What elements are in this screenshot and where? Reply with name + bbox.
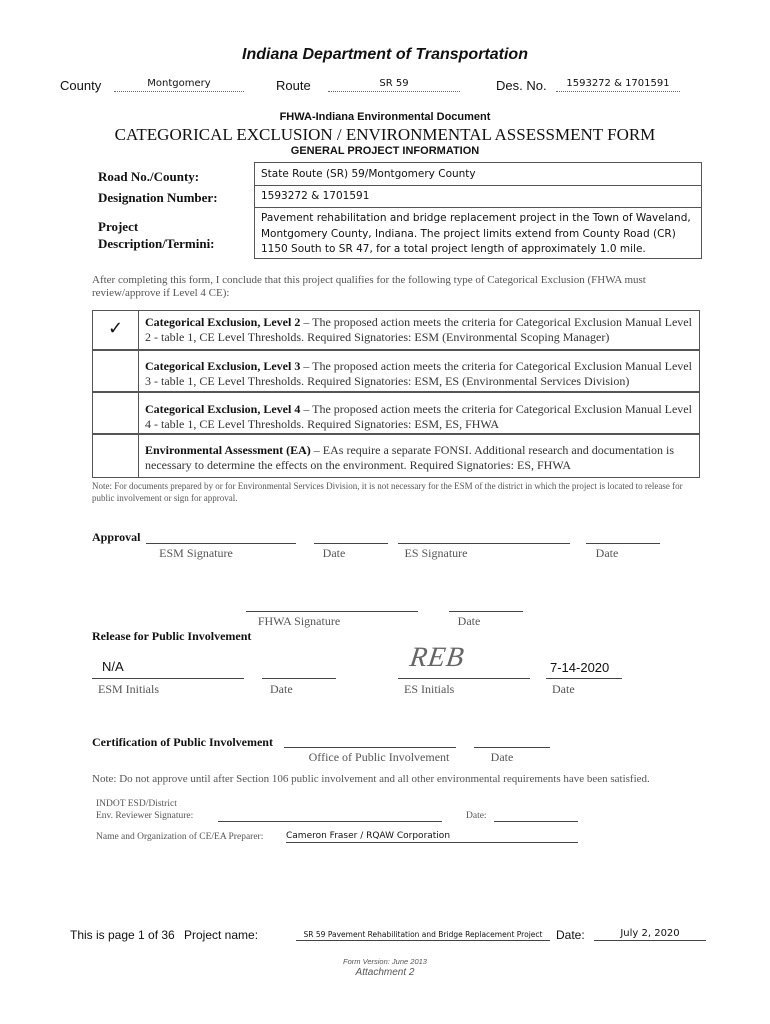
ce-level-2-title: Categorical Exclusion, Level 2 — [145, 315, 301, 329]
approval-date1-label: Date — [322, 546, 346, 560]
road-value: State Route (SR) 59/Montgomery County — [261, 168, 476, 180]
approval-date2-label: Date — [595, 546, 619, 560]
certification-date-label: Date — [490, 750, 514, 764]
preparer-label: Name and Organization of CE/EA Preparer: — [96, 832, 264, 842]
ce-level-4-desc: – The proposed action meets the criteria for Categorical Exclusion Manual Level 4 - table 1, CE Level Thresholds. Required Signatories: ESM, ES, FHWA — [145, 402, 692, 431]
release-label: Release for Public Involvement — [92, 629, 252, 643]
es-date-value[interactable]: 7-14-2020 — [550, 660, 610, 675]
ce-level-2-row[interactable] — [92, 310, 700, 350]
es-signature-label: ES Signature — [404, 546, 468, 560]
reviewer-line1: INDOT ESD/District — [96, 799, 177, 809]
designation-value: 1593272 & 1701591 — [261, 190, 370, 202]
des-label: Des. No. — [496, 78, 547, 93]
ea-row[interactable] — [92, 434, 700, 478]
office-public-involvement-label: Office of Public Involvement — [308, 750, 450, 764]
approval-date3-label: Date — [457, 614, 481, 628]
es-initials-line[interactable] — [398, 678, 530, 679]
designation-label: Designation Number: — [98, 190, 218, 205]
note-bottom: Note: Do not approve until after Section 106 public involvement and all other environmental requirements have been satisfied. — [92, 773, 650, 785]
conclusion-text: After completing this form, I conclude that this project qualifies for the following type of Categorical Exclusion (FHWA must review/approve if Level 4 CE): — [92, 274, 646, 299]
release-date-label: Date — [270, 682, 293, 696]
approval-label: Approval — [92, 530, 141, 544]
ea-text — [145, 443, 695, 472]
esm-signature-label: ESM Signature — [159, 546, 233, 560]
county-value: Montgomery — [114, 78, 244, 92]
route-value: SR 59 — [328, 78, 460, 92]
release-date-line[interactable] — [262, 678, 336, 679]
ce-level-3-title: Categorical Exclusion, Level 3 — [145, 359, 301, 373]
ce-level-4-checkbox[interactable] — [93, 393, 139, 433]
ea-checkbox[interactable] — [93, 435, 139, 477]
reviewer-date-line[interactable] — [494, 821, 578, 822]
form-title: CATEGORICAL EXCLUSION / ENVIRONMENTAL ASSESSMENT FORM — [114, 125, 656, 144]
esm-initials-value[interactable]: N/A — [102, 659, 124, 674]
es-initials-signature: REB — [407, 642, 467, 673]
project-name-label: Project name: — [184, 928, 259, 942]
ce-level-2-checkbox[interactable] — [93, 311, 139, 349]
section-title: GENERAL PROJECT INFORMATION — [290, 145, 480, 157]
description-cell — [254, 207, 702, 259]
ce-level-3-row[interactable] — [92, 350, 700, 392]
route-label: Route — [276, 78, 311, 93]
es-initials-label: ES Initials — [404, 682, 455, 696]
esm-initials-label: ESM Initials — [98, 682, 160, 696]
approval-date2-line[interactable] — [586, 543, 660, 544]
attachment-label: Attachment 2 — [355, 967, 415, 978]
office-public-involvement-line[interactable] — [284, 747, 456, 748]
note-top: Note: For documents prepared by or for Environmental Services Division, it is not necessary for the ESM of the district in which the project is located to release for public involvement or sign for approval. — [92, 481, 683, 503]
county-label: County — [60, 78, 102, 93]
reviewer-line2: Env. Reviewer Signature: — [96, 811, 194, 821]
footer-date-value: July 2, 2020 — [594, 928, 706, 941]
ce-level-4-text — [145, 402, 695, 431]
description-value: Pavement rehabilitation and bridge replacement project in the Town of Waveland, Montgomery County, Indiana. The project limits extend from County Road (CR) 1150 South to SR 47, for a total project length of approximately 1.0 mile. — [261, 212, 691, 255]
road-label: Road No./County: — [98, 169, 200, 184]
project-name-value: SR 59 Pavement Rehabilitation and Bridge Replacement Project — [296, 930, 550, 941]
document-type: FHWA-Indiana Environmental Document — [279, 111, 491, 123]
des-value: 1593272 & 1701591 — [556, 78, 680, 92]
ce-level-2-desc: – The proposed action meets the criteria for Categorical Exclusion Manual Level 2 - table 1, CE Level Thresholds. Required Signatories: ESM (Environmental Scoping Manager) — [145, 315, 692, 344]
ce-level-4-row[interactable] — [92, 392, 700, 434]
form-version: Form Version: June 2013 — [343, 957, 427, 966]
certification-label: Certification of Public Involvement — [92, 735, 273, 749]
approval-date3-line[interactable] — [449, 611, 523, 612]
ce-level-4-title: Categorical Exclusion, Level 4 — [145, 402, 301, 416]
footer-date-label: Date: — [556, 928, 585, 942]
es-date-line[interactable] — [546, 678, 622, 679]
certification-date-line[interactable] — [474, 747, 550, 748]
agency-title: Indiana Department of Transportation — [242, 46, 528, 63]
preparer-value[interactable]: Cameron Fraser / RQAW Corporation — [286, 831, 578, 843]
reviewer-date-label: Date: — [466, 811, 487, 821]
esm-initials-line[interactable] — [92, 678, 244, 679]
page-number: This is page 1 of 36 — [70, 928, 175, 942]
ea-desc: – EAs require a separate FONSI. Additional research and documentation is necessary to determine the effects on the environment. Required Signatories: ES, FHWA — [145, 443, 675, 472]
esm-signature-line[interactable] — [146, 543, 296, 544]
es-date-label: Date — [552, 682, 575, 696]
description-label-line1: Project — [98, 219, 139, 234]
check-icon: ✓ — [107, 318, 124, 339]
designation-cell — [254, 185, 702, 208]
es-signature-line[interactable] — [398, 543, 570, 544]
ce-level-3-desc: – The proposed action meets the criteria for Categorical Exclusion Manual Level 3 - table 1, CE Level Thresholds. Required Signatories: ESM, ES (Environmental Services Division) — [145, 359, 692, 388]
ce-level-2-text — [145, 315, 695, 344]
fhwa-signature-label: FHWA Signature — [257, 614, 341, 628]
ea-title: Environmental Assessment (EA) — [145, 443, 311, 457]
description-label-line2: Description/Termini: — [98, 236, 215, 251]
ce-level-3-checkbox[interactable] — [93, 351, 139, 391]
ce-level-3-text — [145, 359, 695, 388]
reviewer-signature-line[interactable] — [218, 821, 442, 822]
road-cell — [254, 162, 702, 186]
approval-date1-line[interactable] — [314, 543, 388, 544]
fhwa-signature-line[interactable] — [246, 611, 418, 612]
